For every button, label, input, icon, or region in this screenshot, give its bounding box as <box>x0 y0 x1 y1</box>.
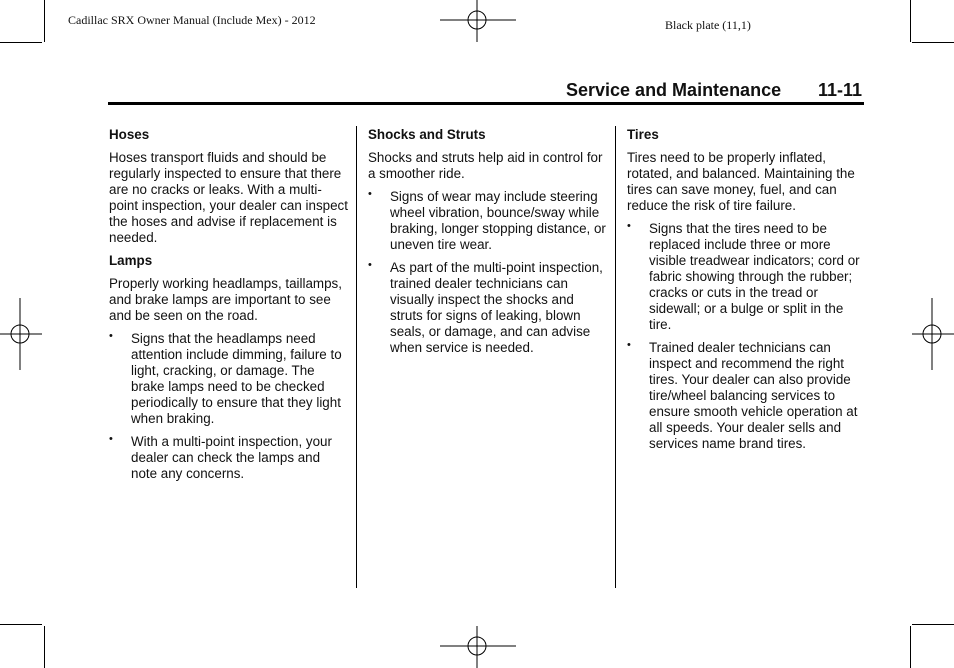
list-item: • With a multi-point inspection, your dealer can check the lamps and note any concerns. <box>109 433 332 481</box>
bullet-glyph: • <box>109 433 113 445</box>
crop-mark <box>44 0 45 42</box>
heading-hoses: Hoses <box>109 127 150 142</box>
bullet-glyph: • <box>627 220 631 232</box>
paragraph: Shocks and struts help aid in control for a smoother ride. <box>368 150 603 181</box>
crop-mark <box>0 624 42 625</box>
paragraph: Hoses transport fluids and should be regularly inspected to ensure that there are no cracks or leaks. With a multi-point inspection, your dealer can inspect the hoses and advise if replacement is needed. <box>109 150 348 245</box>
bullet-glyph: • <box>627 339 631 351</box>
heading-tires: Tires <box>627 127 659 142</box>
bullet-list <box>627 221 867 452</box>
header-rule <box>108 102 864 105</box>
list-item: • As part of the multi-point inspection, trained dealer technicians can visually inspect the shocks and struts for signs of leaking, blown seals, or damage, and can advise when service is needed. <box>368 259 603 355</box>
crop-mark <box>910 0 911 42</box>
crop-mark <box>912 42 954 43</box>
crop-mark <box>910 626 911 668</box>
registration-mark-top <box>440 0 516 42</box>
registration-mark-right <box>912 298 954 370</box>
paragraph: Tires need to be properly inflated, rotated, and balanced. Maintaining the tires can save money, fuel, and can reduce the risk of tire failure. <box>627 150 855 213</box>
registration-mark-left <box>0 298 42 370</box>
column-divider <box>356 126 357 588</box>
crop-mark <box>44 626 45 668</box>
bullet-glyph: • <box>368 259 372 271</box>
heading-lamps: Lamps <box>109 253 153 268</box>
list-item: • Trained dealer technicians can inspect and recommend the right tires. Your dealer can also provide tire/wheel balancing services to ensure smooth vehicle operation at all speeds. Your dealer sells and services name brand tires. <box>627 339 858 451</box>
bullet-glyph: • <box>109 330 113 342</box>
list-item: • Signs of wear may include steering wheel vibration, bounce/sway while braking, longer stopping distance, or uneven tire wear. <box>368 188 606 252</box>
list-item: • Signs that the tires need to be replaced include three or more visible treadwear indicators; cord or fabric showing through the rubber; cracks or cuts in the tread or sidewall; or a bulge or split in the tire. <box>627 220 860 332</box>
bullet-list <box>109 331 349 482</box>
paragraph: Properly working headlamps, taillamps, and brake lamps are important to see and be seen on the road. <box>109 276 342 323</box>
section-title: Service and Maintenance <box>566 80 782 100</box>
column-1 <box>109 127 349 489</box>
heading-shocks-and-struts: Shocks and Struts <box>368 127 486 142</box>
crop-mark <box>912 624 954 625</box>
doc-meta-left: Cadillac SRX Owner Manual (Include Mex) - 2012 <box>68 13 316 27</box>
column-divider <box>615 126 616 588</box>
bullet-glyph: • <box>368 188 372 200</box>
registration-mark-bottom <box>440 626 516 668</box>
bullet-list <box>368 189 608 356</box>
page-number: 11-11 <box>818 80 863 100</box>
column-3 <box>627 127 867 459</box>
crop-mark <box>0 42 42 43</box>
list-item: • Signs that the headlamps need attention include dimming, failure to light, cracking, or damage. The brake lamps need to be checked periodically to ensure that they light when braking. <box>109 330 342 426</box>
column-2 <box>368 127 608 363</box>
doc-meta-right: Black plate (11,1) <box>665 18 751 32</box>
